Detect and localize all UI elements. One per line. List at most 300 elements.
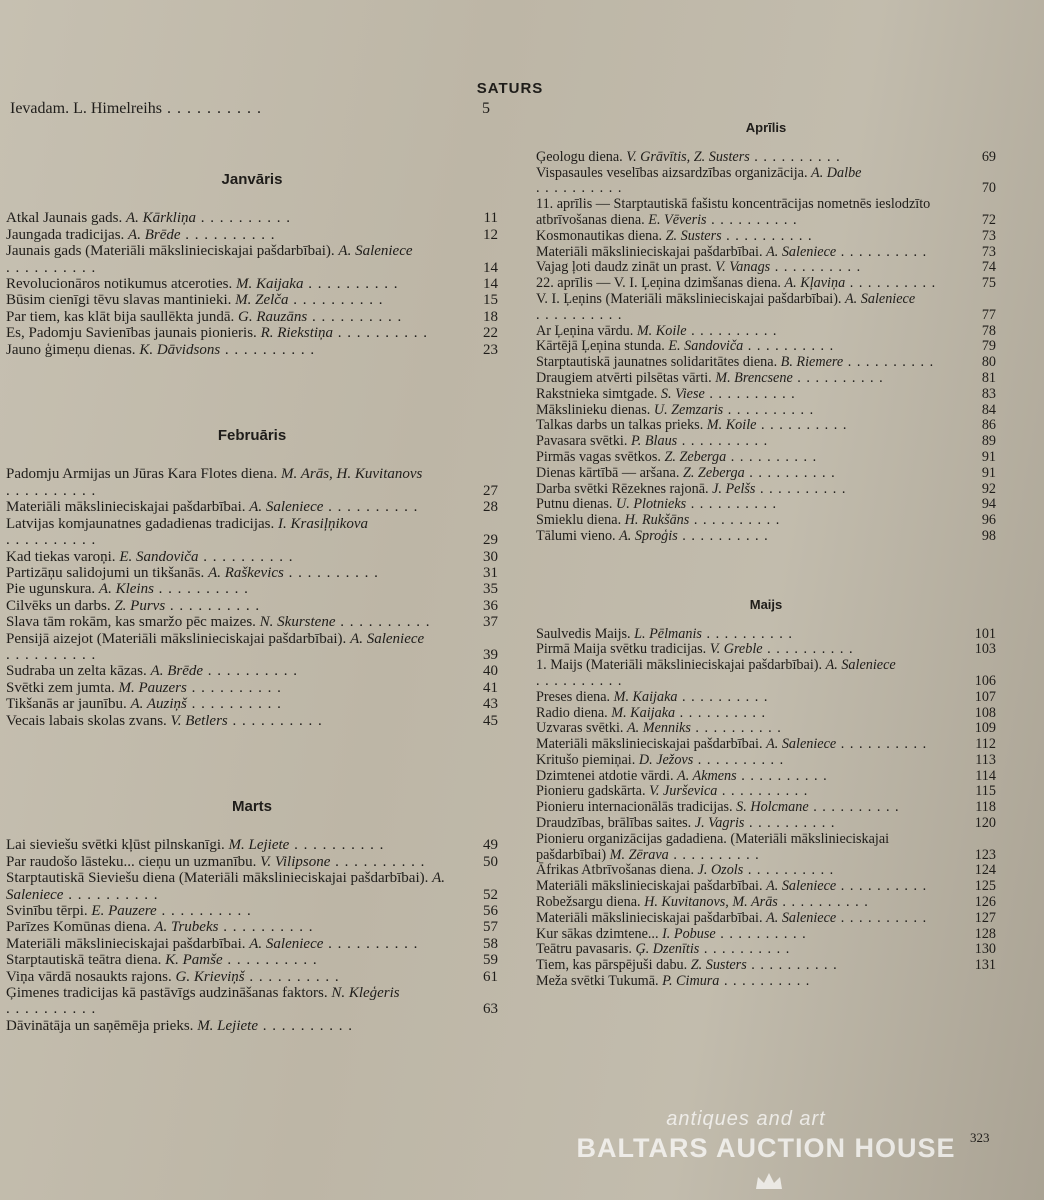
toc-entry bbox=[536, 418, 996, 434]
entry-title bbox=[536, 942, 956, 958]
section-heading: Marts bbox=[231, 797, 272, 815]
entry-title bbox=[536, 482, 956, 498]
section-aprīlis bbox=[536, 120, 996, 545]
entry-title bbox=[6, 598, 464, 614]
entry-title bbox=[536, 403, 956, 419]
entry-page: 14 bbox=[483, 259, 498, 276]
section-februāris bbox=[6, 428, 498, 729]
entry-text: Preses diena. bbox=[536, 688, 611, 705]
toc-entry bbox=[536, 434, 996, 450]
toc-entry bbox=[6, 680, 498, 696]
entry-author: K. Dāvidsons bbox=[139, 341, 221, 358]
entry-text: Es, Padomju Savienības jaunais pionieris. bbox=[6, 325, 257, 342]
entry-author: Z. Purvs bbox=[114, 597, 166, 614]
intro-entry bbox=[10, 100, 490, 118]
entry-page: 83 bbox=[981, 385, 996, 402]
entry-text: Tālumi vieno. bbox=[536, 527, 616, 544]
entry-text: Saulvedis Maijs. bbox=[536, 625, 631, 642]
section-heading: Maijs bbox=[749, 596, 783, 612]
toc-entry bbox=[536, 721, 996, 737]
entry-page: 123 bbox=[974, 846, 996, 863]
entry-text: Āfrikas Atbrīvošanas diena. bbox=[536, 862, 694, 879]
entry-page: 56 bbox=[483, 903, 498, 919]
entry-page: 115 bbox=[975, 783, 996, 800]
entry-page: 91 bbox=[981, 464, 996, 481]
entry-title bbox=[536, 260, 956, 276]
entry-author: A. Brēde bbox=[150, 663, 204, 680]
entry-page: 52 bbox=[483, 886, 498, 903]
entry-title bbox=[536, 497, 956, 513]
entry-title bbox=[536, 627, 956, 643]
entry-author: M. Lejiete bbox=[197, 1017, 259, 1034]
entry-author: M. Zelča bbox=[235, 292, 289, 309]
entry-title bbox=[536, 706, 956, 722]
entry-page: 72 bbox=[981, 211, 996, 228]
entry-author: P. Cimura bbox=[662, 973, 720, 990]
toc-entry bbox=[536, 642, 996, 658]
section-janvāris bbox=[6, 172, 498, 358]
entry-page: 126 bbox=[974, 894, 996, 911]
toc-entry bbox=[6, 696, 498, 712]
entry-author: E. Sandoviča bbox=[119, 548, 199, 565]
entry-text: Ģimenes tradicijas kā pastāvīgs audzināšanas faktors. bbox=[6, 985, 328, 1002]
entry-author: A. Sproģis bbox=[619, 527, 678, 544]
entry-text: Vispasaules veselības aizsardzības organizācija. bbox=[536, 164, 808, 181]
entry-text: Materiāli mākslinieciskajai pašdarbībai. bbox=[536, 243, 763, 260]
entry-page: 94 bbox=[981, 496, 996, 513]
toc-entry bbox=[6, 516, 498, 549]
entry-page: 101 bbox=[974, 625, 996, 642]
entry-page: 70 bbox=[981, 180, 996, 197]
entry-text: Pirmā Maija svētku tradicijas. bbox=[536, 641, 707, 658]
entry-text: Kosmonautikas diena. bbox=[536, 227, 663, 244]
entry-title bbox=[6, 549, 464, 565]
entry-author: A. Kārkliņa bbox=[125, 210, 196, 227]
entry-page: 29 bbox=[483, 532, 498, 549]
entry-text: Materiāli mākslinieciskajai pašdarbībai. bbox=[6, 935, 246, 952]
intro-page: 5 bbox=[482, 100, 490, 117]
entry-title bbox=[536, 832, 956, 864]
entry-text: Partizāņu salidojumi un tikšanās. bbox=[6, 564, 205, 581]
entry-author: S. Viese bbox=[660, 385, 705, 402]
watermark-brand bbox=[566, 1133, 966, 1195]
entry-page: 59 bbox=[483, 952, 498, 969]
toc-entry bbox=[6, 276, 498, 292]
entry-text: V. I. Ļeņins (Materiāli mākslinieciskajai pašdarbībai). bbox=[536, 290, 842, 307]
entry-author: J. Pelšs bbox=[712, 480, 756, 497]
entry-text: Materiāli mākslinieciskajai pašdarbībai. bbox=[536, 878, 763, 895]
intro-text: Ievadam. L. Himelreihs . . . bbox=[10, 100, 456, 118]
entry-author: A. Menniks bbox=[627, 720, 691, 737]
entry-title bbox=[536, 245, 956, 261]
entry-author: M. Koile bbox=[706, 417, 757, 434]
entry-title bbox=[536, 927, 956, 943]
section-heading: Aprīlis bbox=[745, 120, 787, 135]
entry-page: 103 bbox=[974, 641, 996, 658]
toc-entry bbox=[6, 985, 498, 1018]
entry-title bbox=[6, 696, 464, 712]
toc-entry bbox=[536, 450, 996, 466]
entry-text: Kad tiekas varoņi. bbox=[6, 548, 116, 565]
entry-text: Viņa vārdā nosaukts rajons. bbox=[6, 968, 172, 985]
entry-author: Ģ. Dzenītis bbox=[635, 941, 700, 958]
entry-author: G. Rauzāns bbox=[238, 308, 308, 325]
watermark-tagline: antiques and art bbox=[666, 1108, 826, 1130]
toc-entry bbox=[6, 903, 498, 919]
entry-text: Pensijā aizejot (Materiāli mākslinieciskajai pašdarbībai). bbox=[6, 630, 347, 647]
toc-entry bbox=[6, 614, 498, 630]
entry-text: Par raudošo lāsteku... cieņu un uzmanību. bbox=[6, 853, 257, 870]
entry-title bbox=[536, 529, 956, 545]
entry-page: 73 bbox=[981, 243, 996, 260]
section-heading: Februāris bbox=[217, 427, 287, 445]
watermark-brand-part1: BALTARS AUCTI bbox=[576, 1133, 804, 1163]
entry-text: Slava tām rokām, kas smaržo pēc maizes. bbox=[6, 614, 256, 631]
entry-text: Kur sākas dzimtene... bbox=[536, 925, 659, 942]
toc-entry bbox=[536, 339, 996, 355]
entry-author: V. Grāvītis, Z. Susters bbox=[626, 148, 750, 165]
entry-title bbox=[536, 911, 956, 927]
toc-entry bbox=[536, 658, 996, 690]
entry-page: 92 bbox=[981, 480, 996, 497]
watermark-brand-part2: N HOUSE bbox=[825, 1133, 956, 1163]
entry-author: S. Holcmane bbox=[736, 799, 809, 816]
entry-author: P. Blaus bbox=[630, 433, 678, 450]
entry-page: 112 bbox=[975, 736, 996, 753]
entry-author: N. Kleģeris bbox=[331, 985, 400, 1002]
toc-entry bbox=[6, 581, 498, 597]
entry-text: Uzvaras svētki. bbox=[536, 720, 624, 737]
entry-title bbox=[536, 816, 956, 832]
toc-entry bbox=[6, 292, 498, 308]
entry-author: M. Zērava bbox=[609, 846, 669, 863]
entry-title bbox=[536, 229, 956, 245]
right-column bbox=[536, 120, 996, 1042]
toc-entry bbox=[6, 713, 498, 729]
toc-entry bbox=[6, 227, 498, 243]
entry-text: Ar Ļeņina vārdu. bbox=[536, 322, 634, 339]
entry-text: Materiāli mākslinieciskajai pašdarbībai. bbox=[6, 499, 246, 516]
toc-entry bbox=[536, 627, 996, 643]
entry-author: E. Vēveris bbox=[648, 211, 707, 228]
entry-text: Pavasara svētki. bbox=[536, 433, 628, 450]
entry-title bbox=[536, 418, 956, 434]
toc-entry bbox=[536, 529, 996, 545]
entry-text: Draudzības, brālības saites. bbox=[536, 815, 692, 832]
entry-author: A. Dalbe bbox=[811, 164, 862, 181]
toc-entry bbox=[6, 325, 498, 341]
entry-title bbox=[536, 863, 956, 879]
entry-text: Parīzes Komūnas diena. bbox=[6, 919, 151, 936]
entry-author: A. Saleniece bbox=[766, 736, 837, 753]
entry-title bbox=[536, 513, 956, 529]
entry-page: 125 bbox=[974, 878, 996, 895]
entry-title bbox=[536, 879, 956, 895]
entry-page: 89 bbox=[981, 433, 996, 450]
entry-title bbox=[536, 753, 956, 769]
entry-author: A. Saleniece bbox=[825, 657, 896, 674]
entry-title bbox=[6, 919, 464, 935]
entry-page: 40 bbox=[483, 663, 498, 680]
entry-text: 11. aprīlis — Starptautiskā fašistu koncentrācijas nometnēs ieslodzīto atbrīvošanas diena. bbox=[536, 196, 931, 228]
entry-author: A. Saleniece bbox=[766, 243, 837, 260]
toc-entry bbox=[536, 737, 996, 753]
entry-author: A. Saleniece bbox=[766, 909, 837, 926]
entry-text: Draugiem atvērti pilsētas vārti. bbox=[536, 369, 712, 386]
entry-title bbox=[536, 166, 956, 198]
entry-title bbox=[536, 371, 956, 387]
entry-text: Tikšanās ar jaunību. bbox=[6, 696, 127, 713]
entry-page: 127 bbox=[974, 909, 996, 926]
toc-entry bbox=[6, 210, 498, 226]
toc-entry bbox=[536, 197, 996, 229]
entry-page: 106 bbox=[974, 672, 996, 689]
entry-author: J. Vagris bbox=[694, 815, 745, 832]
entry-text: Robežsargu diena. bbox=[536, 894, 641, 911]
entry-text: Starptautiskā jaunatnes solidaritātes diena. bbox=[536, 354, 778, 371]
entry-title bbox=[536, 434, 956, 450]
entry-text: Jaunais gads (Materiāli mākslinieciskajai pašdarbībai). bbox=[6, 243, 335, 260]
entry-author: Z. Susters bbox=[665, 227, 722, 244]
entry-title bbox=[6, 516, 464, 549]
entry-author: A. Auziņš bbox=[130, 696, 187, 713]
entry-page: 61 bbox=[483, 968, 498, 985]
entry-page: 131 bbox=[974, 957, 996, 974]
toc-entry bbox=[536, 245, 996, 261]
toc-entry bbox=[6, 342, 498, 358]
entry-page: 114 bbox=[975, 767, 996, 784]
entry-page: 91 bbox=[981, 448, 996, 465]
entry-author: N. Skurstene bbox=[259, 614, 336, 631]
entry-page: 43 bbox=[483, 696, 498, 713]
entry-text: Pie ugunskura. bbox=[6, 581, 96, 598]
entry-text: Tiem, kas pārspējuši dabu. bbox=[536, 957, 688, 974]
entry-page: 49 bbox=[483, 837, 498, 854]
entry-author: M. Koile bbox=[636, 322, 687, 339]
entry-text: Vecais labais skolas zvans. bbox=[6, 712, 167, 729]
toc-entry bbox=[6, 870, 498, 903]
entry-text: Meža svētki Tukumā. bbox=[536, 973, 659, 990]
entry-author: H. Rukšāns bbox=[624, 512, 690, 529]
entry-author: A. Saleniece bbox=[249, 499, 324, 516]
entry-page: 128 bbox=[974, 925, 996, 942]
entry-author: M. Kaijaka bbox=[611, 704, 676, 721]
entry-author: A. Saleniece bbox=[350, 630, 425, 647]
entry-page: 15 bbox=[483, 292, 498, 309]
toc-entry bbox=[536, 482, 996, 498]
toc-entry bbox=[536, 958, 996, 974]
entry-page: 30 bbox=[483, 548, 498, 565]
entry-title bbox=[6, 1018, 464, 1034]
entry-page: 86 bbox=[981, 417, 996, 434]
entry-author: A. Saleniece bbox=[766, 878, 837, 895]
section-heading: Janvāris bbox=[221, 171, 283, 188]
entry-title bbox=[6, 936, 464, 952]
entry-title bbox=[536, 769, 956, 785]
entry-page: 74 bbox=[981, 259, 996, 276]
toc-entry bbox=[6, 663, 498, 679]
entry-page: 77 bbox=[981, 306, 996, 323]
entry-page: 130 bbox=[974, 941, 996, 958]
entry-title bbox=[536, 292, 956, 324]
entry-page: 57 bbox=[483, 919, 498, 936]
entry-author: J. Ozols bbox=[697, 862, 744, 879]
entry-page: 80 bbox=[981, 354, 996, 371]
entry-title bbox=[6, 985, 464, 1018]
entry-author: B. Riemere bbox=[780, 354, 844, 371]
entry-text: Putnu dienas. bbox=[536, 496, 613, 513]
entry-text: Radio diena. bbox=[536, 704, 608, 721]
entry-author: M. Arās, H. Kuvitanovs bbox=[280, 466, 423, 483]
entry-title bbox=[6, 663, 464, 679]
entry-author: D. Ježovs bbox=[638, 751, 694, 768]
entry-author: A. Saleniece bbox=[249, 935, 324, 952]
entry-page: 50 bbox=[483, 853, 498, 870]
toc-entry bbox=[536, 229, 996, 245]
entry-title bbox=[536, 150, 956, 166]
watermark-brand-o: O bbox=[803, 1133, 826, 1163]
toc-entry bbox=[536, 466, 996, 482]
entry-title bbox=[536, 466, 956, 482]
toc-entry bbox=[536, 863, 996, 879]
entry-author: R. Riekstiņa bbox=[260, 325, 334, 342]
entry-title bbox=[536, 784, 956, 800]
entry-author: E. Sandoviča bbox=[668, 338, 744, 355]
entry-text: Pionieru organizācijas gadadiena. (Materiāli mākslinieciskajai pašdarbībai) bbox=[536, 830, 890, 863]
entry-text: Pionieru internacionālās tradicijas. bbox=[536, 799, 733, 816]
entry-title bbox=[536, 324, 956, 340]
toc-entry bbox=[536, 911, 996, 927]
section-maijs bbox=[536, 597, 996, 990]
entry-page: 63 bbox=[483, 1001, 498, 1018]
toc-entry bbox=[536, 355, 996, 371]
entry-text: 1. Maijs (Materiāli mākslinieciskajai pašdarbībai). bbox=[536, 657, 823, 674]
entry-text: Padomju Armijas un Jūras Kara Flotes diena. bbox=[6, 466, 278, 483]
entry-title bbox=[6, 276, 464, 292]
entry-title bbox=[6, 870, 464, 903]
entry-title bbox=[536, 339, 956, 355]
entry-author: E. Pauzere bbox=[91, 903, 157, 919]
entry-title bbox=[6, 565, 464, 581]
entry-author: M. Kaijaka bbox=[613, 688, 678, 705]
entry-title bbox=[6, 499, 464, 515]
entry-author: M. Brencsene bbox=[715, 369, 793, 386]
toc-entry bbox=[6, 936, 498, 952]
entry-title bbox=[6, 342, 464, 358]
entry-text: Atkal Jaunais gads. bbox=[6, 210, 123, 227]
entry-page: 98 bbox=[981, 527, 996, 544]
entry-text: Sudraba un zelta kāzas. bbox=[6, 663, 147, 680]
entry-text: Ģeologu diena. bbox=[536, 148, 623, 165]
entry-page: 41 bbox=[483, 679, 498, 696]
entry-text: Latvijas komjaunatnes gadadienas tradicijas. bbox=[6, 515, 275, 532]
entry-title bbox=[536, 974, 956, 990]
toc-entry bbox=[6, 969, 498, 985]
entry-author: A. Kļaviņa bbox=[784, 275, 846, 292]
entry-author: U. Zemzaris bbox=[653, 401, 724, 418]
toc-entry bbox=[6, 952, 498, 968]
entry-text: Par tiem, kas klāt bija saullēkta jundā. bbox=[6, 308, 235, 325]
entry-page: 69 bbox=[981, 148, 996, 165]
entry-text: Materiāli mākslinieciskajai pašdarbībai. bbox=[536, 909, 763, 926]
entry-page: 31 bbox=[483, 564, 498, 581]
entry-text: Teātru pavasaris. bbox=[536, 941, 632, 958]
entry-author: V. Jurševica bbox=[649, 783, 718, 800]
toc-entry bbox=[536, 706, 996, 722]
entry-page: 58 bbox=[483, 935, 498, 952]
entry-title bbox=[6, 903, 464, 919]
entry-page: 39 bbox=[483, 646, 498, 663]
entry-author: A. Trubeks bbox=[154, 919, 219, 936]
entry-text: Būsim cienīgi tēvu slavas mantinieki. bbox=[6, 292, 232, 309]
toc-entry bbox=[536, 816, 996, 832]
entry-page: 124 bbox=[974, 862, 996, 879]
entry-page: 73 bbox=[981, 227, 996, 244]
entry-text: Rakstnieka simtgade. bbox=[536, 385, 658, 402]
toc-entry bbox=[6, 549, 498, 565]
entry-title bbox=[6, 614, 464, 630]
page-number: 323 bbox=[970, 1130, 990, 1145]
toc-entry bbox=[6, 1018, 498, 1034]
entry-author: A. Akmens bbox=[677, 767, 737, 784]
entry-text: Cilvēks un darbs. bbox=[6, 597, 111, 614]
entry-title bbox=[536, 642, 956, 658]
entry-author: A. Raškevics bbox=[208, 564, 284, 581]
entry-text: Smieklu diena. bbox=[536, 512, 622, 529]
entry-page: 108 bbox=[974, 704, 996, 721]
entry-page: 35 bbox=[483, 581, 498, 598]
toc-entry bbox=[536, 769, 996, 785]
toc-entry bbox=[6, 499, 498, 515]
entry-title bbox=[6, 680, 464, 696]
entry-page: 120 bbox=[974, 815, 996, 832]
entry-author: V. Greble bbox=[709, 641, 763, 658]
toc-entry bbox=[6, 631, 498, 664]
toc-entry bbox=[536, 324, 996, 340]
auction-watermark bbox=[566, 1108, 966, 1195]
entry-author: I. Pobuse bbox=[662, 925, 716, 942]
section-marts bbox=[6, 799, 498, 1034]
toc-entry bbox=[536, 690, 996, 706]
entry-author: A. Kleins bbox=[98, 581, 154, 598]
entry-page: 12 bbox=[483, 226, 498, 243]
entry-page: 23 bbox=[483, 341, 498, 358]
toc-entry bbox=[536, 974, 996, 990]
entry-title bbox=[536, 800, 956, 816]
entry-text: Pionieru gadskārta. bbox=[536, 783, 646, 800]
entry-text: Revolucionāros notikumus atceroties. bbox=[6, 276, 233, 293]
entry-page: 18 bbox=[483, 308, 498, 325]
entry-title bbox=[6, 969, 464, 985]
entry-author: L. Pēlmanis bbox=[634, 625, 702, 642]
entry-page: 27 bbox=[483, 482, 498, 499]
entry-text: Kritušo piemiņai. bbox=[536, 751, 636, 768]
toc-entry bbox=[536, 276, 996, 292]
toc-entry bbox=[536, 292, 996, 324]
crown-icon bbox=[754, 1171, 784, 1191]
page-title: SATURS bbox=[476, 80, 544, 97]
entry-text: Dzimtenei atdotie vārdi. bbox=[536, 767, 674, 784]
entry-author: V. Vilipsone bbox=[260, 853, 331, 870]
toc-entry bbox=[536, 260, 996, 276]
entry-page: 107 bbox=[974, 688, 996, 705]
entry-title bbox=[536, 450, 956, 466]
entry-text: Jauno ģimeņu dienas. bbox=[6, 341, 136, 358]
toc-entry bbox=[536, 895, 996, 911]
entry-author: A. Brēde bbox=[128, 226, 181, 243]
entry-page: 113 bbox=[975, 751, 996, 768]
entry-author: V. Betlers bbox=[170, 712, 228, 729]
